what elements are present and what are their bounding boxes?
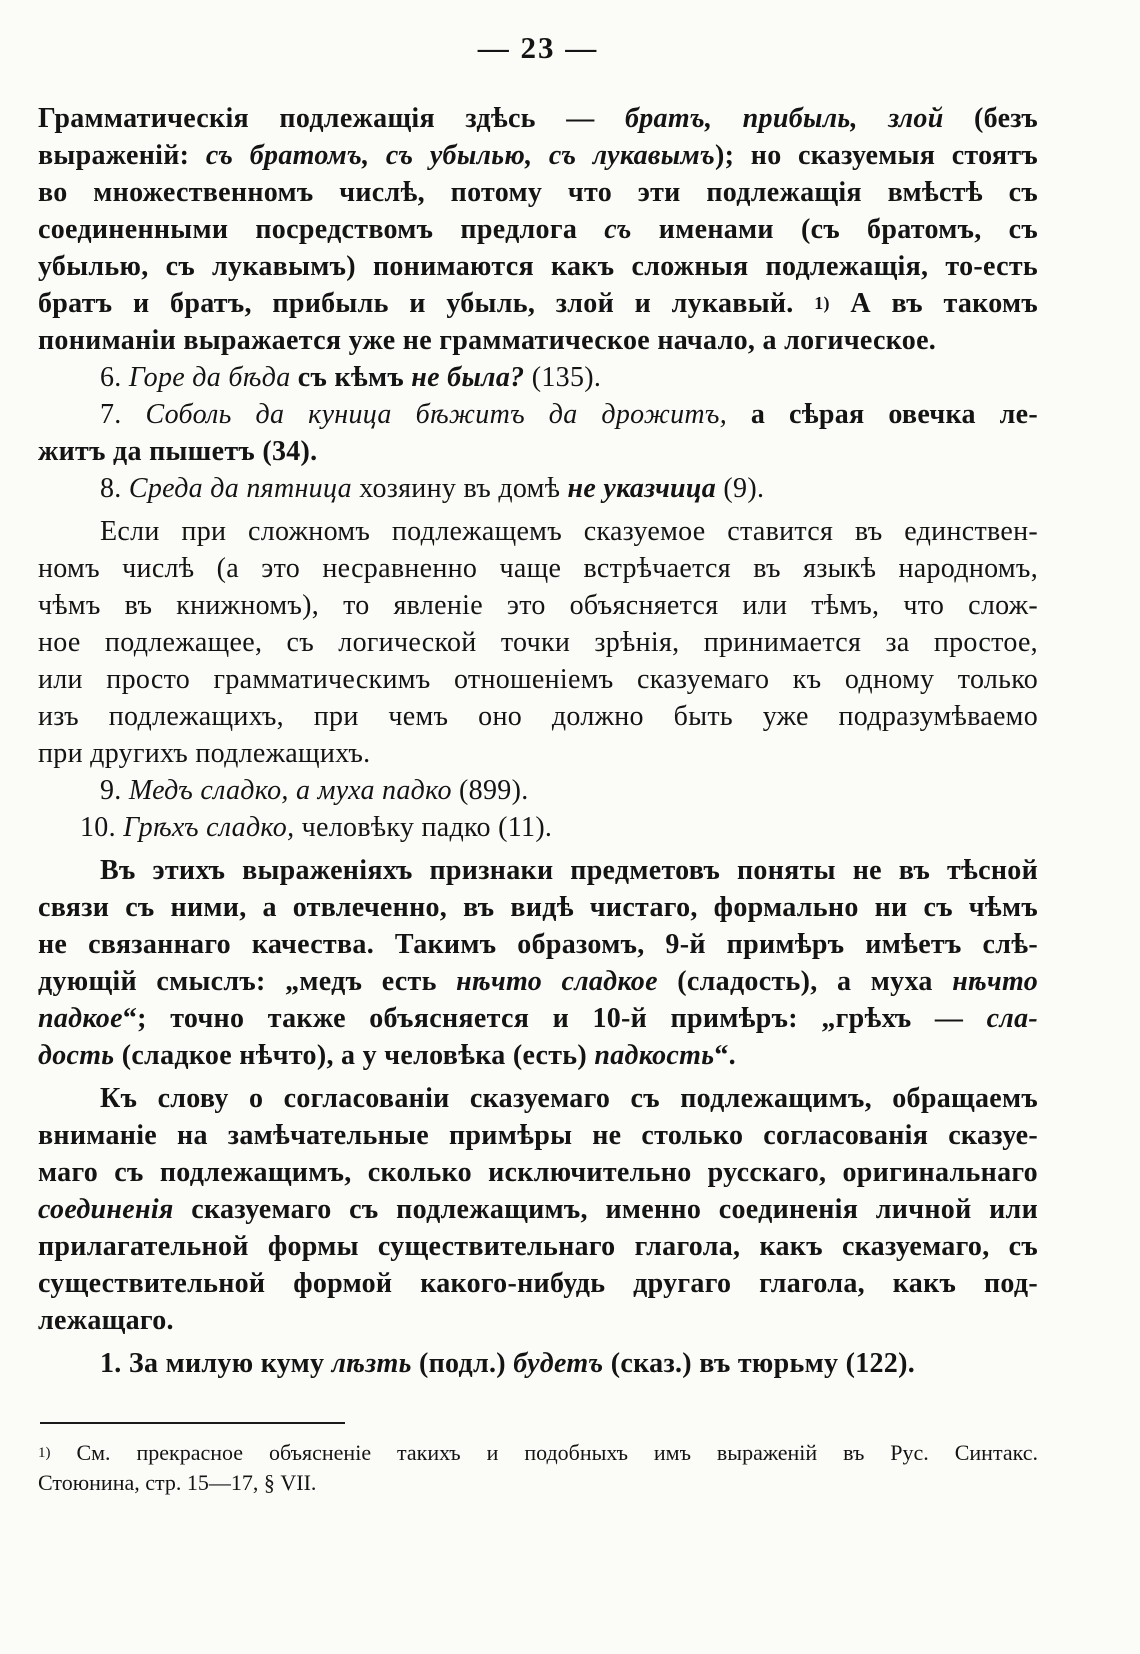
text-line: соединенными посредствомъ предлога съ именами (съ братомъ, съ	[38, 214, 1038, 245]
example-8: 8. Среда да пятница хозяину въ домѣ не указчица (9).	[100, 473, 765, 504]
footnote	[38, 1438, 1038, 1498]
text-line: падкое“; точно также объясняется и 10-й примѣръ: „грѣхъ — сла-	[38, 1003, 1038, 1034]
example-10: 10. Грѣхъ сладко, человѣку падко (11).	[80, 812, 553, 843]
text-line: братъ и братъ, прибыль и убыль, злой и лукавый. $^{1)}$ А въ такомъ	[38, 288, 1039, 319]
footnote-reference: 1)	[814, 293, 830, 313]
paragraph-3	[38, 852, 1038, 1074]
text-line: дующій смыслъ: „медъ есть нѣчто сладкое (сладость), а муха нѣчто	[38, 966, 1039, 997]
text-line: Если при сложномъ подлежащемъ сказуемое ставится въ единствен-	[100, 516, 1038, 547]
paragraph-1	[38, 100, 1038, 359]
footnote-line: $^{1)}$ См. прекрасное объясненіе такихъ и подобныхъ имъ выраженій въ Рус. Синтакс.	[38, 1440, 1038, 1465]
text-line: Къ слову о согласованіи сказуемаго съ подлежащимъ, обращаемъ	[100, 1083, 1038, 1114]
text-line: ное подлежащее, съ логической точки зрѣнія, принимается за простое,	[38, 627, 1038, 658]
text-line: выраженій: съ братомъ, съ убылью, съ лукавымъ); но сказуемыя стоятъ	[38, 140, 1039, 171]
text-line: вниманіе на замѣчательные примѣры не столько согласованія сказуе-	[38, 1120, 1038, 1151]
paragraph-4	[38, 1080, 1038, 1339]
example-1: 1. За милую куму лѣзть (подл.) будетъ (сказ.) въ тюрьму (122).	[100, 1348, 916, 1379]
footnote-mark: 1)	[38, 1445, 51, 1461]
text-line: маго съ подлежащимъ, сколько исключительно русскаго, оригинальнаго	[38, 1157, 1038, 1188]
text-line: при другихъ подлежащихъ.	[38, 738, 371, 769]
paragraph-2	[38, 513, 1038, 772]
text-line: убылью, съ лукавымъ) понимаются какъ сложныя подлежащія, то-есть	[38, 251, 1038, 282]
text-line: лежащаго.	[38, 1305, 174, 1336]
text-line: прилагательной формы существительнаго глагола, какъ сказуемаго, съ	[38, 1231, 1038, 1262]
text-line: во множественномъ числѣ, потому что эти подлежащія вмѣстѣ съ	[38, 177, 1038, 208]
footnote-divider	[40, 1422, 345, 1424]
examples-block-3	[38, 1345, 1038, 1382]
example-7-continuation: житъ да пышетъ (34).	[38, 436, 318, 467]
book-page	[38, 30, 1038, 1498]
text-line: номъ числѣ (а это несравненно чаще встрѣчается въ языкѣ народномъ,	[38, 553, 1038, 584]
example-6: 6. Горе да бѣда съ кѣмъ не была? (135).	[100, 362, 602, 393]
text-line: пониманіи выражается уже не грамматическое начало, а логическое.	[38, 325, 937, 356]
text-line: дость (сладкое нѣчто), а у человѣка (есть) падкость“.	[38, 1040, 736, 1071]
text-line: не связаннаго качества. Такимъ образомъ, 9-й примѣръ имѣетъ слѣ-	[38, 929, 1038, 960]
page-number: — 23 —	[477, 30, 599, 65]
examples-block-2	[38, 772, 1038, 846]
text-line: связи съ ними, а отвлеченно, въ видѣ чистаго, формально ни съ чѣмъ	[38, 892, 1038, 923]
text-line: Въ этихъ выраженіяхъ признаки предметовъ поняты не въ тѣсной	[100, 855, 1038, 886]
example-7: 7. Соболь да куница бѣжитъ да дрожитъ, а сѣрая овечка ле-	[100, 399, 1038, 430]
text-line: чѣмъ въ книжномъ), то явленіе это объясняется или тѣмъ, что слож-	[38, 590, 1038, 621]
text-line: изъ подлежащихъ, при чемъ оно должно быть уже подразумѣваемо	[38, 701, 1038, 732]
text-line: или просто грамматическимъ отношеніемъ сказуемаго къ одному только	[38, 664, 1038, 695]
text-line: существительной формой какого-нибудь другаго глагола, какъ под-	[38, 1268, 1038, 1299]
text-line: соединенія сказуемаго съ подлежащимъ, именно соединенія личной или	[38, 1194, 1038, 1225]
footnote-line: Стоюнина, стр. 15—17, § VII.	[38, 1470, 317, 1495]
example-9: 9. Медъ сладко, а муха падко (899).	[100, 775, 529, 806]
text-line: Грамматическія подлежащія здѣсь — братъ, прибыль, злой (безъ	[38, 103, 1039, 134]
examples-block-1	[38, 359, 1038, 507]
